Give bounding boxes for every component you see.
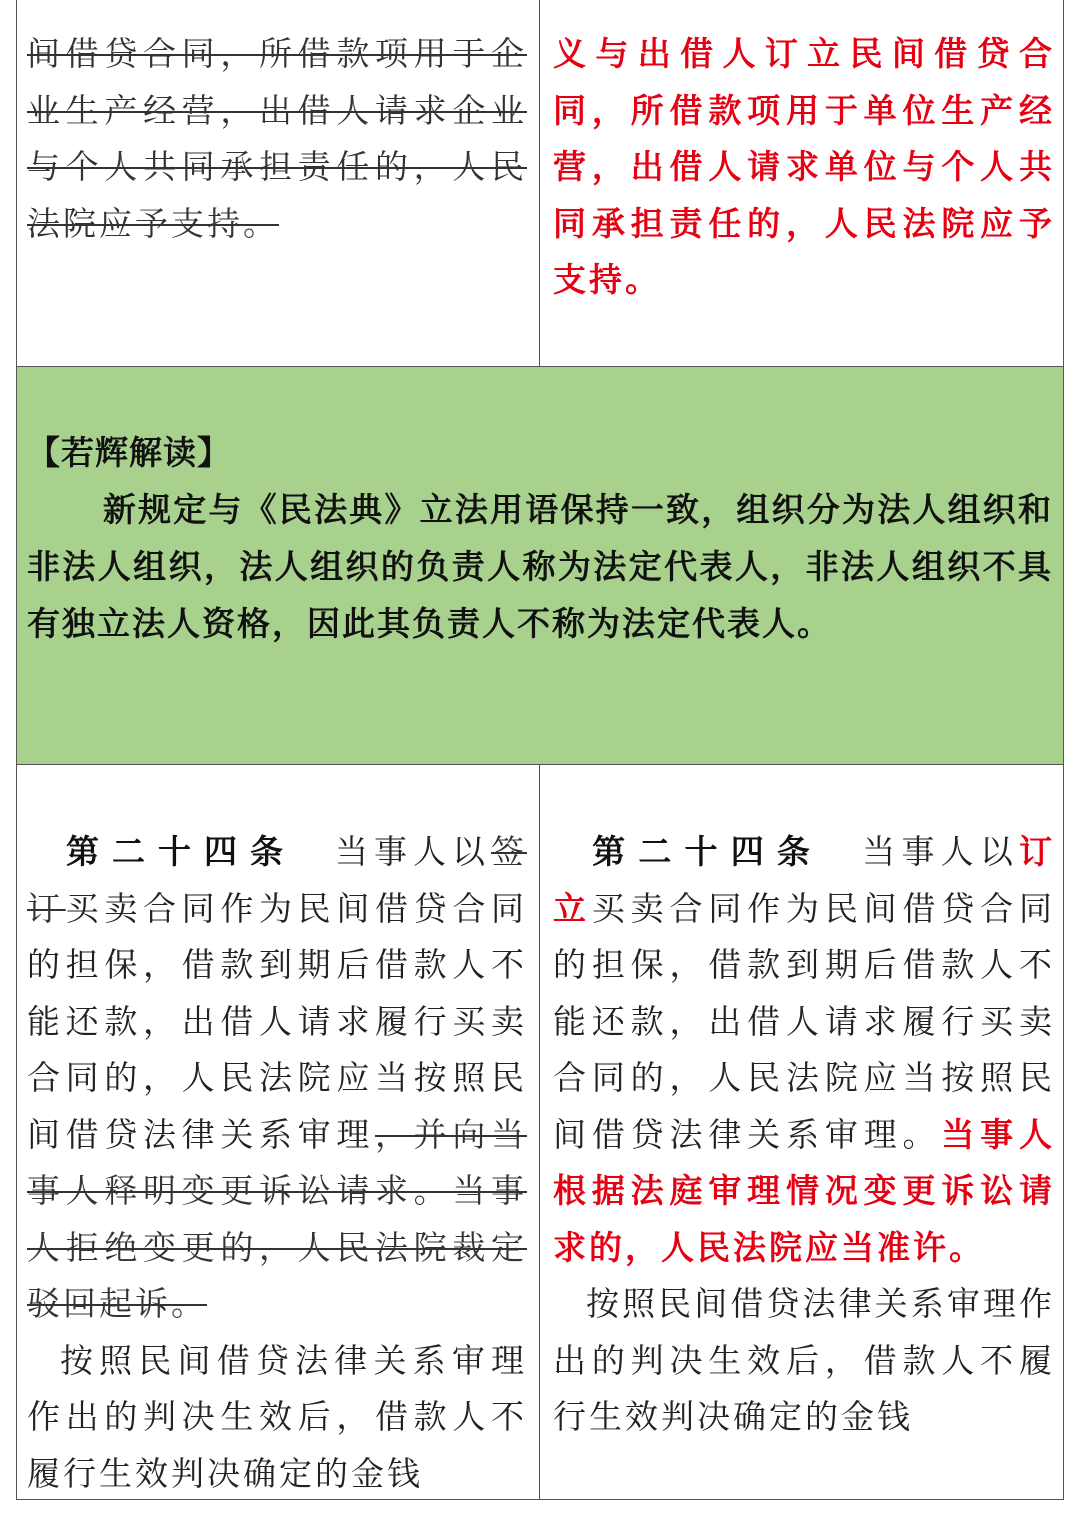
deleted-text: ，并向当事人释明变更诉讼请求。当事人拒绝变更的，人民法院裁定驳回起诉。 [27, 1114, 528, 1323]
deleted-text: 签订 [27, 832, 527, 928]
table-row-article-24 [16, 764, 1064, 1500]
new-paragraph-2: 按照民间借贷法律关系审理作出的判决生效后，借款人不履行生效判决确定的金钱 [553, 1284, 1055, 1436]
plain-text: 买卖合同作为民间借贷合同的担保，借款到期后借款人不能还款，出借人请求履行买卖合同的，人民法院应当按照民间借贷法律关系审理 [27, 888, 528, 1154]
column-divider [539, 0, 540, 366]
article-number: 第二十四条 [63, 832, 296, 871]
article-number: 第二十四条 [589, 832, 824, 871]
plain-text: 当事人以 [859, 832, 1020, 871]
plain-text: 当事人以 [332, 832, 491, 871]
plain-text: 买卖合同作为民间借贷合同的担保，借款到期后借款人不能还款，出借人请求履行买卖合同的，人民法院应当按照民间借贷法律关系审理。 [553, 888, 1056, 1154]
old-paragraph-2: 按照民间借贷法律关系审理作出的判决生效后，借款人不履行生效判决确定的金钱 [27, 1340, 527, 1493]
added-text: 义与出借人订立民间借贷合同，所借款项用于单位生产经营，出借人请求单位与个人共同承担责任的，人民法院应予支持。 [553, 34, 1055, 299]
new-paragraph-1 [553, 824, 1055, 1276]
column-divider [539, 765, 540, 1499]
interpretation-block [27, 424, 1053, 652]
new-provision-cell [553, 824, 1055, 1446]
added-text: 订立 [553, 832, 1056, 928]
deleted-text: 间借贷合同，所借款项用于企业生产经营，出借人请求企业与个人共同承担责任的，人民法院应予支持。 [27, 34, 527, 243]
comparison-table [16, 0, 1064, 1500]
table-row-top [16, 0, 1064, 367]
old-provision-cell [27, 824, 527, 1502]
added-text: 当事人根据法庭审理情况变更诉讼请求的，人民法院应当准许。 [553, 1114, 1056, 1267]
old-provision-cell [27, 26, 527, 252]
interpretation-body: 新规定与《民法典》立法用语保持一致，组织分为法人组织和非法人组织，法人组织的负责人称为法定代表人，非法人组织不具有独立法人资格，因此其负责人不称为法定代表人。 [27, 490, 1053, 643]
new-provision-cell [553, 26, 1055, 309]
old-paragraph-1 [27, 824, 527, 1333]
interpretation-heading: 【若辉解读】 [27, 433, 231, 472]
interpretation-row [16, 367, 1064, 764]
